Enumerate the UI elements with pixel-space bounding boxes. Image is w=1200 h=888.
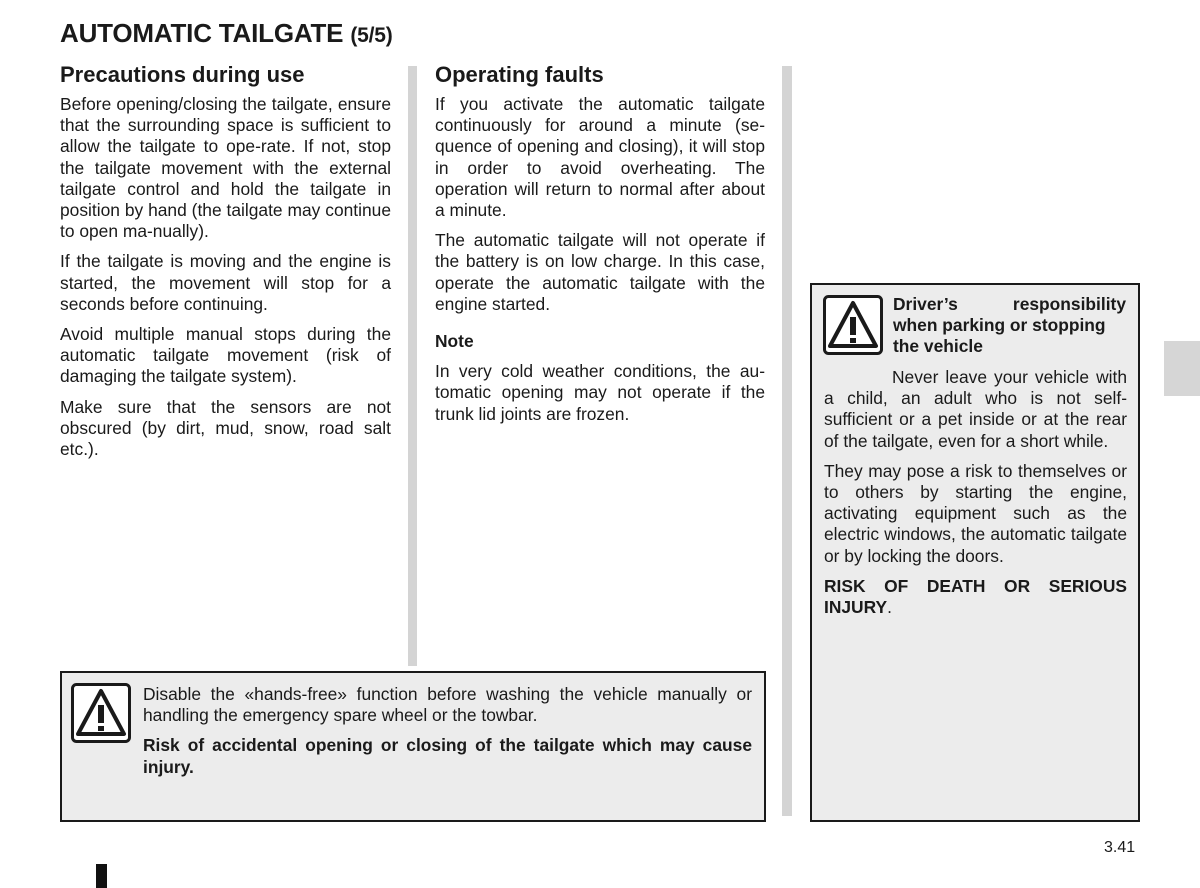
warning-box-driver — [810, 283, 1140, 822]
note-text: In very cold weather conditions, the au-tomatic opening may not operate if the trunk lid joints are frozen. — [435, 361, 765, 424]
warning-driver-risk-bold: RISK OF DEATH OR SERIOUS INJURY — [824, 575, 1127, 618]
page-title-part: (5/5) — [350, 24, 393, 47]
faults-heading: Operating faults — [435, 62, 604, 87]
faults-body — [435, 94, 765, 434]
precautions-paragraph: Make sure that the sensors are not obscured (by dirt, mud, snow, road salt etc.). — [60, 396, 391, 460]
section-thumb-tab — [1164, 341, 1200, 396]
warning-driver-risk — [824, 576, 1127, 618]
precautions-body — [60, 94, 391, 469]
warning-triangle-icon — [823, 295, 883, 355]
crop-mark — [96, 864, 107, 888]
warning-driver-heading-line: Driver’s responsibility — [893, 294, 1126, 314]
precautions-paragraph: If the tailgate is moving and the engine is started, the movement will stop for a seconds before continuing. — [60, 251, 391, 314]
precautions-paragraph: Before opening/closing the tailgate, ensure that the surrounding space is sufficient to allow the tailgate to ope-rate. If not, stop the tailgate movement with the external tailgate control and hold the tailgate in position by hand (the tailgate may continue to open ma-nually). — [60, 94, 391, 242]
page-title — [60, 18, 393, 49]
warning-driver-heading-line: the vehicle — [893, 336, 983, 357]
warning-box-handsfree-body — [143, 684, 752, 787]
warning-triangle-icon — [71, 683, 131, 743]
warning-driver-heading — [893, 294, 1126, 358]
precautions-paragraph: Avoid multiple manual stops during the automatic tailgate movement (risk of damaging the tailgate system). — [60, 324, 391, 387]
warning-driver-paragraph: They may pose a risk to themselves or to others by starting the engine, activating equipment such as the electric windows, the automatic tailgate or by locking the doors. — [824, 460, 1127, 566]
warning-driver-risk-suffix: . — [887, 597, 892, 618]
note-heading: Note — [435, 331, 474, 352]
warning-driver-paragraph: Never leave your vehicle with a child, an adult who is not self-sufficient or a pet inside or at the rear of the tailgate, even for a short while. — [824, 367, 1127, 451]
warning-driver-body — [824, 367, 1127, 627]
precautions-heading: Precautions during use — [60, 62, 305, 87]
warning-driver-heading-line: when parking or stopping — [893, 315, 1106, 336]
warning-bold-text: Risk of accidental opening or closing of the tailgate which may cause injury. — [143, 735, 752, 777]
column-divider-left — [408, 66, 417, 666]
faults-paragraph: The automatic tailgate will not operate if the battery is on low charge. In this case, operate the automatic tailgate with the engine started. — [435, 230, 765, 314]
faults-paragraph: If you activate the automatic tailgate continuously for around a minute (se-quence of opening and closing), it will stop in order to avoid overheating. The operation will return to normal after about a minute. — [435, 94, 765, 221]
page-number: 3.41 — [1104, 839, 1136, 856]
column-divider-right — [782, 66, 792, 816]
warning-text: Disable the «hands-free» function before washing the vehicle manually or handling the emergency spare wheel or the towbar. — [143, 684, 752, 726]
page-title-text: AUTOMATIC TAILGATE — [60, 18, 344, 48]
warning-box-handsfree — [60, 671, 766, 822]
